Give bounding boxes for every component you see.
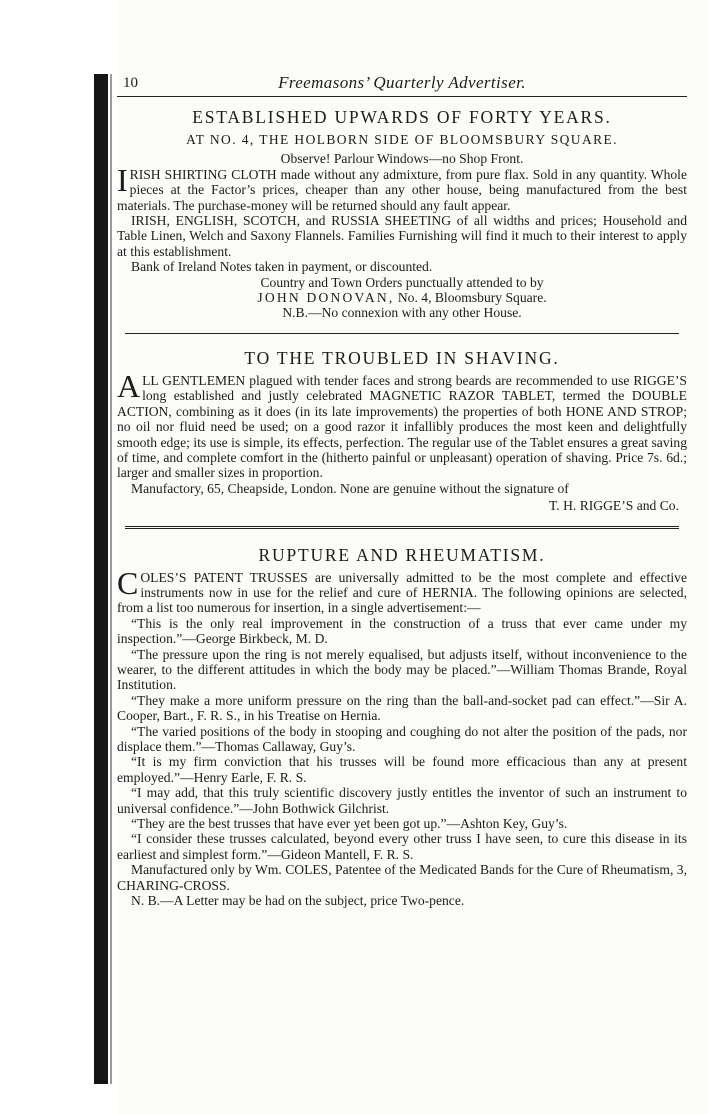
advert-linen-heading: ESTABLISHED UPWARDS OF FORTY YEARS. [192,107,612,127]
advert-linen-para: Bank of Ireland Notes taken in payment, or discounted. [131,259,433,275]
page-number: 10 [123,75,138,91]
advert-linen-address: AT NO. 4, THE HOLBORN SIDE OF BLOOMSBURY SQUARE. [186,132,618,147]
advert-linen [117,107,687,321]
advert-linen-para: RISH SHIRTING CLOTH made without any admixture, from pure flax. Sold in any quantity. Whole pieces at the Factor’s prices, cheaper than any other house, being manufactured from the best materials. The purchase-money will be returned should any fault appear. [117,166,687,213]
running-header [117,74,687,97]
testimonial: “They make a more uniform pressure on the ring than the ball-and-socket pad can effect.”—Sir A. Cooper, Bart., F. R. S., in his Treatise on Hernia. [117,692,687,724]
drop-cap: I [117,161,128,198]
testimonial: “It is my firm conviction that his trusses will be found more efficacious than any at present employed.”—Henry Earle, F. R. S. [117,754,687,785]
testimonial: “The pressure upon the ring is not merely equalised, but adjusts itself, without inconvenience to the wearer, to the different attitudes in which the body may be placed.”—William Thomas Brande, Royal Institution. [117,646,687,693]
advert-linen-para: IRISH, ENGLISH, SCOTCH, and RUSSIA SHEETING of all widths and prices; Household and Table Linen, Welch and Saxony Flannels. Families Furnishing will find it much to their interest to apply at this establishment. [117,213,687,259]
advert-razor-para: LL GENTLEMEN plagued with tender faces and strong beards are recommended to use RIGGE’S long established and justly celebrated MAGNETIC RAZOR TABLET, termed the DOUBLE ACTION, combining as it does (in its late improvements) the properties of both HONE AND STROP; no oil nor fluid need be used; on a good razor it infallibly produces the most keen and delightfully smooth edge; its use is simple, its effects, perfection. The regular use of the Tablet ensures a great saving of time, and complete comfort in the (hitherto painful or unpleasant) operation of shaving. Price 7s. 6d.; larger and smaller sizes in proportion. [117,372,687,481]
divider [125,333,679,334]
advert-trusses-nb: N. B.—A Letter may be had on the subject, price Two-pence. [131,893,465,909]
advert-linen-orders: Country and Town Orders punctually attended to by [260,274,544,290]
advert-linen-proprietor-address: No. 4, Bloomsbury Square. [397,290,547,306]
testimonial: “They are the best trusses that have ever yet been got up.”—Ashton Key, Guy’s. [131,816,568,832]
page [117,74,687,908]
testimonial: “I consider these trusses calculated, beyond every other truss I have seen, to cure this disease in its earliest and simplest form.”—Gideon Mantell, F. R. S. [117,831,687,862]
binding-edge-shadow [110,74,112,1084]
advert-trusses-maker: Manufactured only by Wm. COLES, Patentee of the Medicated Bands for the Cure of Rheumatism, 3, CHARING-CROSS. [117,862,687,893]
divider [125,526,679,531]
advert-linen-notice: Observe! Parlour Windows—no Shop Front. [280,151,524,167]
binding-edge [94,74,108,1084]
advert-razor-para: Manufactory, 65, Cheapside, London. None are genuine without the signature of [131,480,569,496]
advert-trusses [117,545,687,909]
drop-cap: A [117,367,141,404]
advert-trusses-heading: RUPTURE AND RHEUMATISM. [258,544,546,565]
running-title: Freemasons’ Quarterly Advertiser. [278,73,526,92]
advert-razor-signature: T. H. RIGGE’S and Co. [548,498,679,514]
testimonial: “This is the only real improvement in the construction of a truss that ever came under my inspection.”—George Birkbeck, M. D. [117,615,687,647]
testimonial: “I may add, that this truly scientific discovery justly entitles the inventor of such an instrument to universal confidence.”—John Bothwick Gilchrist. [117,785,687,816]
advert-linen-proprietor: JOHN DONOVAN, [257,290,395,306]
drop-cap: C [117,564,139,601]
advert-razor [117,348,687,514]
advert-razor-heading: TO THE TROUBLED IN SHAVING. [244,347,560,368]
advert-trusses-intro: OLES’S PATENT TRUSSES are universally admitted to be the most complete and effective instruments now in use for the relief and cure of HERNIA. The following opinions are selected, from a list too numerous for insertion, in a single advertisement:— [117,569,687,616]
advert-linen-nb: N.B.—No connexion with any other House. [282,305,522,321]
testimonial: “The varied positions of the body in stooping and coughing do not alter the position of the pads, nor displace them.”—Thomas Callaway, Guy’s. [117,723,687,754]
